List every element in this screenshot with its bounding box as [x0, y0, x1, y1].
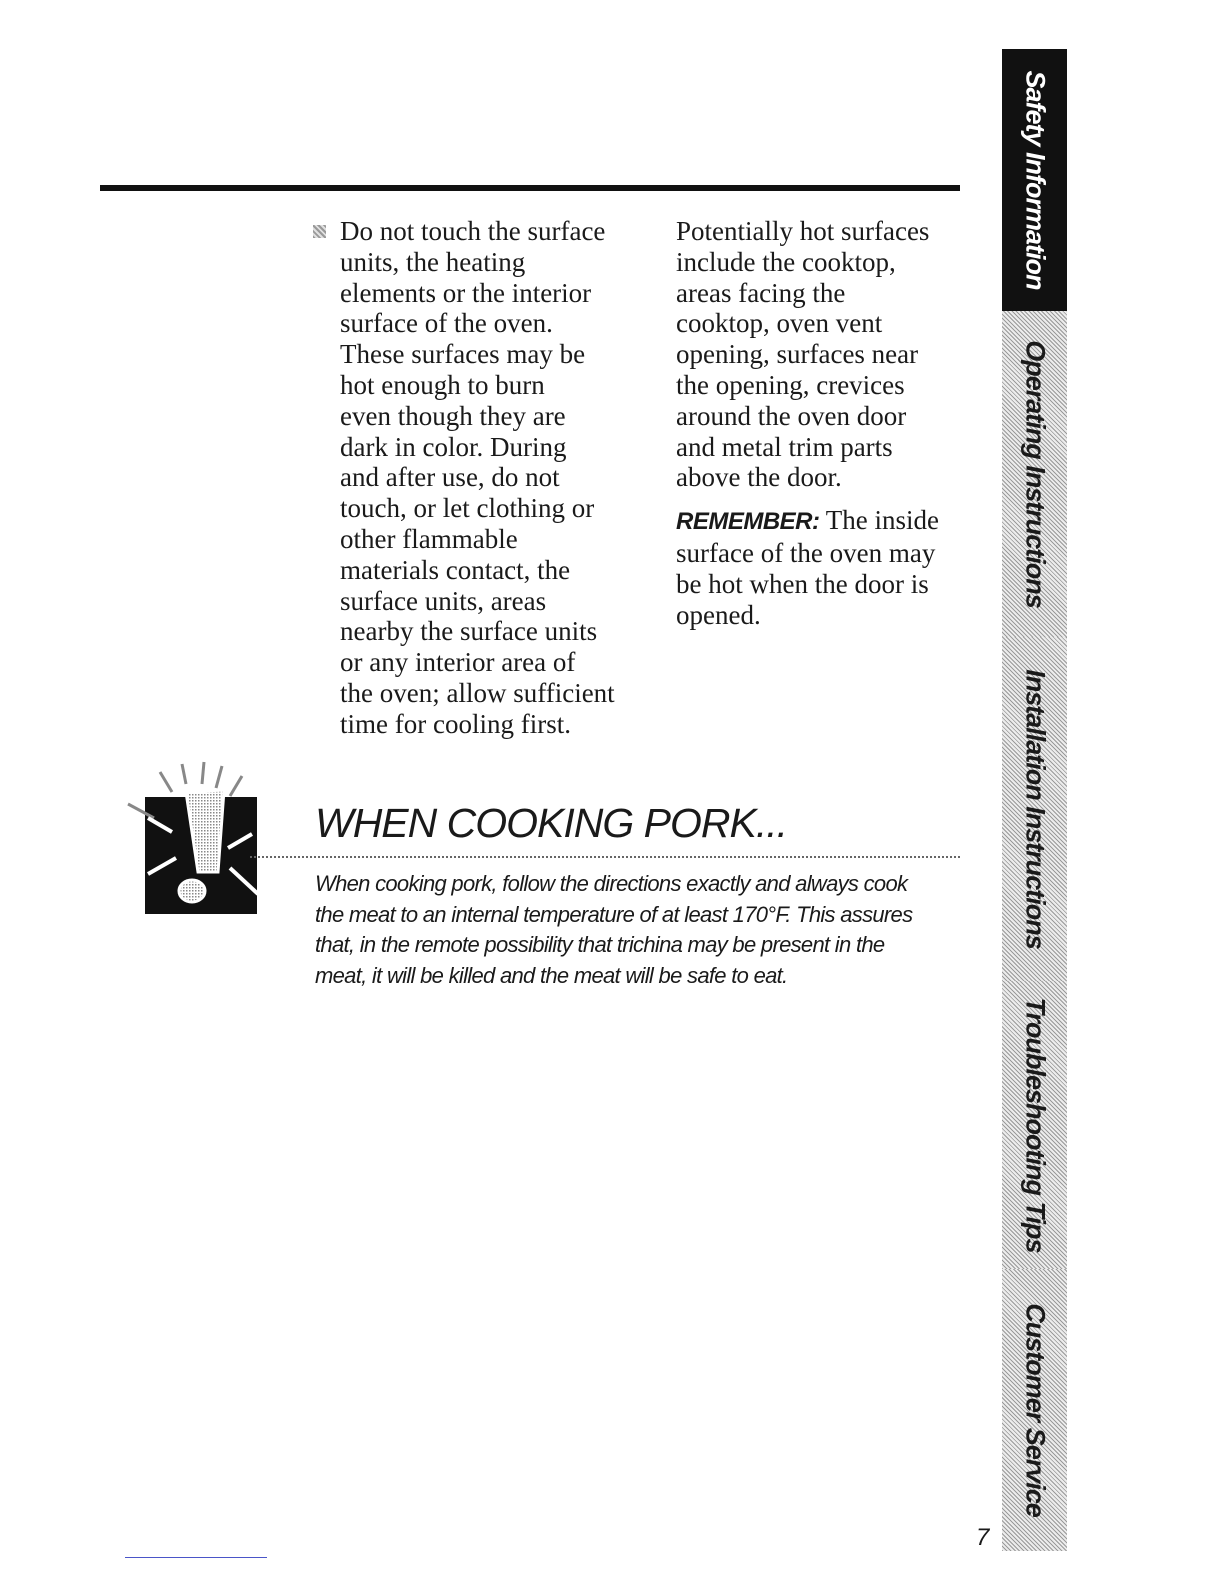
right-line: above the door.	[676, 462, 842, 493]
pork-paragraph	[315, 869, 965, 992]
tab-label: Safety Information	[1020, 70, 1050, 290]
left-column	[340, 216, 640, 740]
left-line: units, the heating	[340, 246, 526, 277]
tab-customer-service[interactable]	[1002, 1269, 1067, 1553]
right-line: and metal trim parts	[676, 431, 893, 462]
left-line: touch, or let clothing or	[340, 493, 595, 524]
tab-label: Operating Instructions	[1020, 340, 1050, 608]
top-divider	[100, 185, 960, 191]
footer-rule	[125, 1557, 267, 1558]
right-line: include the cooktop,	[676, 246, 896, 277]
right-line: around the oven door	[676, 400, 907, 431]
left-line: and after use, do not	[340, 462, 560, 493]
heading-dotted-rule	[250, 856, 960, 858]
left-line: materials contact, the	[340, 554, 571, 585]
left-line: nearby the surface units	[340, 616, 598, 647]
tab-operating-instructions[interactable]	[1002, 311, 1067, 639]
pork-line: the meat to an internal temperature of at least 170°F. This assures	[315, 901, 913, 927]
left-line: These surfaces may be	[340, 339, 586, 370]
remember-note	[676, 505, 966, 630]
remember-line: opened.	[676, 599, 761, 630]
remember-line: The inside	[825, 505, 939, 536]
right-line: opening, surfaces near	[676, 339, 919, 370]
right-line: Potentially hot surfaces	[676, 216, 930, 246]
right-column	[676, 216, 966, 630]
left-line: elements or the interior	[340, 277, 592, 308]
left-line: even though they are	[340, 400, 566, 431]
left-line: hot enough to burn	[340, 369, 545, 400]
left-line: other flammable	[340, 523, 518, 554]
section-heading: WHEN COOKING PORK...	[315, 800, 788, 846]
page-number: 7	[976, 1524, 990, 1551]
right-line: cooktop, oven vent	[676, 308, 883, 339]
tab-label: Installation Instructions	[1020, 669, 1050, 949]
left-line: Do not touch the surface	[340, 216, 606, 246]
left-line: or any interior area of	[340, 647, 576, 678]
left-line: time for cooling first.	[340, 708, 571, 739]
right-line: areas facing the	[676, 277, 846, 308]
remember-first-line	[676, 505, 966, 538]
remember-label: REMEMBER:	[676, 508, 820, 536]
left-line: surface of the oven.	[340, 308, 553, 339]
right-line: the opening, crevices	[676, 369, 905, 400]
pork-line: that, in the remote possibility that trichina may be present in the	[315, 932, 885, 958]
pork-line: When cooking pork, follow the directions exactly and always cook	[315, 871, 908, 896]
tab-safety-information[interactable]	[1002, 49, 1067, 313]
pork-line: meat, it will be killed and the meat will be safe to eat.	[315, 963, 788, 989]
tab-label: Troubleshooting Tips	[1020, 997, 1050, 1253]
bullet-pattern-icon	[313, 225, 326, 238]
remember-line: surface of the oven may	[676, 537, 936, 568]
left-line: surface units, areas	[340, 585, 547, 616]
exclamation-warning-icon	[120, 752, 270, 917]
tab-installation-instructions[interactable]	[1002, 637, 1067, 983]
tab-label: Customer Service	[1020, 1303, 1050, 1517]
section-tabs	[1002, 49, 1067, 1551]
tab-troubleshooting-tips[interactable]	[1002, 981, 1067, 1271]
left-line: dark in color. During	[340, 431, 567, 462]
left-line: the oven; allow sufficient	[340, 677, 615, 708]
remember-line: be hot when the door is	[676, 568, 929, 599]
